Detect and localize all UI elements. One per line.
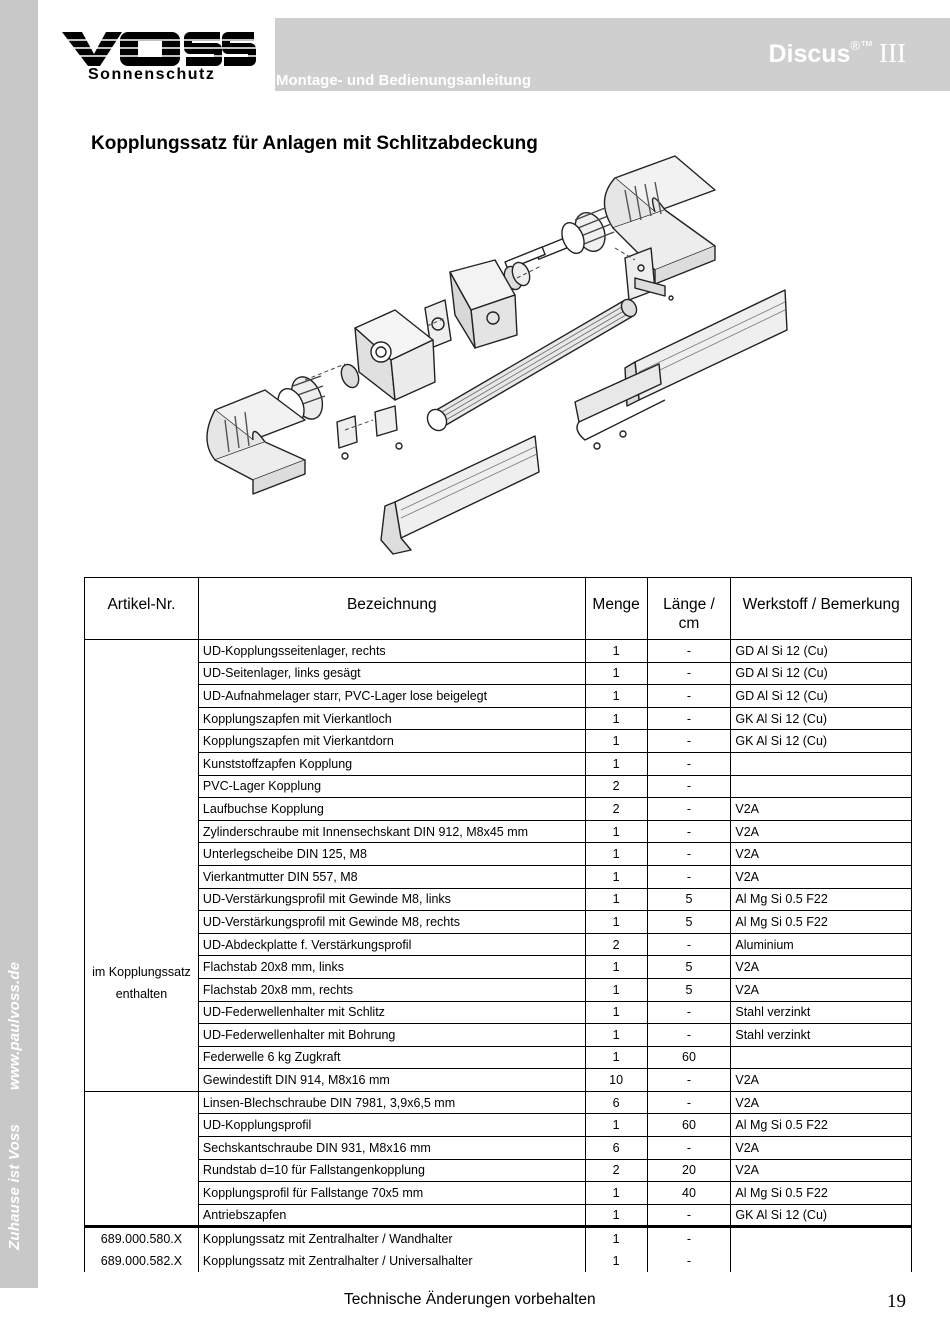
table-row [85,1091,912,1114]
cell-len: - [647,1250,731,1273]
cell-len: - [647,730,731,753]
cell-qty: 1 [585,1227,647,1250]
cell-mat: Al Mg Si 0.5 F22 [731,1182,912,1205]
cell-mat: V2A [731,843,912,866]
table-row [85,933,912,956]
cell-qty: 2 [585,1159,647,1182]
group1-label-line2: enthalten [115,987,168,1002]
logo-subtitle: Sonnenschutz [88,66,216,83]
cell-len: 5 [647,956,731,979]
cell-article-number: 689.000.582.X [85,1250,199,1273]
cell-qty: 2 [585,775,647,798]
cell-len: - [647,1024,731,1047]
cell-len: 5 [647,911,731,934]
product-name [768,38,906,69]
cell-len: - [647,1204,731,1227]
table-row [85,640,912,663]
cell-mat [731,1046,912,1069]
cell-name: Kopplungszapfen mit Vierkantdorn [198,730,585,753]
cell-name: Vierkantmutter DIN 557, M8 [198,865,585,888]
cell-name: Kunststoffzapfen Kopplung [198,752,585,775]
cell-qty: 1 [585,820,647,843]
cell-len: - [647,820,731,843]
cell-mat: V2A [731,1159,912,1182]
cell-len: - [647,1137,731,1160]
col-header-bezeichnung: Bezeichnung [198,578,585,640]
cell-len: 5 [647,978,731,1001]
cell-name: UD-Federwellenhalter mit Schlitz [198,1001,585,1024]
cell-mat: V2A [731,956,912,979]
table-row [85,685,912,708]
cell-mat: Stahl verzinkt [731,1001,912,1024]
cell-name: Sechskantschraube DIN 931, M8x16 mm [198,1137,585,1160]
table-row [85,1046,912,1069]
cell-mat [731,752,912,775]
table-row [85,1204,912,1227]
cell-name: Laufbuchse Kopplung [198,798,585,821]
small-brackets [337,406,402,459]
table-row [85,1137,912,1160]
cell-mat: V2A [731,1091,912,1114]
table-row [85,752,912,775]
cell-qty: 2 [585,798,647,821]
cell-len: - [647,685,731,708]
group2-label [85,1091,199,1227]
cell-name: Rundstab d=10 für Fallstangenkopplung [198,1159,585,1182]
cell-len: - [647,707,731,730]
cell-mat: GK Al Si 12 (Cu) [731,707,912,730]
cell-qty: 1 [585,1001,647,1024]
table-row [85,888,912,911]
table-row [85,775,912,798]
cell-qty: 6 [585,1091,647,1114]
cell-len: 60 [647,1114,731,1137]
cell-len: - [647,798,731,821]
cell-qty: 1 [585,640,647,663]
cell-len: 20 [647,1159,731,1182]
cell-name: UD-Verstärkungsprofil mit Gewinde M8, links [198,888,585,911]
parts-table [84,577,912,1272]
cell-mat: Aluminium [731,933,912,956]
cell-name: Zylinderschraube mit Innensechskant DIN 912, M8x45 mm [198,820,585,843]
center-gearbox [425,260,517,348]
cell-mat: GD Al Si 12 (Cu) [731,662,912,685]
upper-housing-right [604,156,715,284]
cell-mat [731,1227,912,1250]
cover-profile-lower [381,436,539,554]
cell-qty: 1 [585,956,647,979]
table-row [85,798,912,821]
group1-body [85,640,912,1273]
table-row [85,1159,912,1182]
group1-label-line1: im Kopplungssatz [92,964,191,979]
cell-mat: V2A [731,820,912,843]
table-row [85,707,912,730]
page-number: 19 [887,1291,906,1312]
group1-label [85,640,199,1092]
cell-len: - [647,865,731,888]
table-row [85,1069,912,1092]
cell-len: - [647,933,731,956]
cell-len: - [647,752,731,775]
cell-mat: V2A [731,798,912,821]
cell-qty: 1 [585,685,647,708]
cell-name: UD-Abdeckplatte f. Verstärkungsprofil [198,933,585,956]
slogan-text: Zuhause ist Voss [6,1123,23,1250]
table-row [85,662,912,685]
table-row [85,978,912,1001]
cell-qty: 1 [585,1250,647,1273]
cell-name: PVC-Lager Kopplung [198,775,585,798]
cell-qty: 1 [585,1182,647,1205]
product-label: Discus [768,40,851,68]
cell-name: Kopplungssatz mit Zentralhalter / Universalhalter [198,1250,585,1273]
cell-mat: V2A [731,1069,912,1092]
cell-mat: GK Al Si 12 (Cu) [731,730,912,753]
cell-len: - [647,843,731,866]
cell-mat: Stahl verzinkt [731,1024,912,1047]
cell-mat [731,775,912,798]
cell-qty: 1 [585,911,647,934]
table-row [85,1024,912,1047]
cell-qty: 1 [585,1046,647,1069]
footer-note: Technische Änderungen vorbehalten [344,1291,596,1308]
cell-qty: 10 [585,1069,647,1092]
cell-qty: 1 [585,730,647,753]
cell-name: UD-Kopplungsseitenlager, rechts [198,640,585,663]
cell-len: - [647,662,731,685]
laenge-line2: cm [678,615,700,632]
table-row [85,1114,912,1137]
cell-qty: 1 [585,865,647,888]
cell-name: Kopplungssatz mit Zentralhalter / Wandhalter [198,1227,585,1250]
cell-mat: V2A [731,865,912,888]
col-header-artikel: Artikel-Nr. [85,578,199,640]
laenge-line1: Länge / [663,596,715,613]
exploded-assembly-drawing [195,150,805,560]
cell-qty: 1 [585,1114,647,1137]
cell-name: Gewindestift DIN 914, M8x16 mm [198,1069,585,1092]
cell-qty: 2 [585,933,647,956]
cell-mat: Al Mg Si 0.5 F22 [731,911,912,934]
col-header-werkstoff: Werkstoff / Bemerkung [731,578,912,640]
cell-name: Kopplungszapfen mit Vierkantloch [198,707,585,730]
cell-name: Antriebszapfen [198,1204,585,1227]
cell-mat: V2A [731,1137,912,1160]
drive-spool [505,208,614,269]
cell-qty: 1 [585,978,647,1001]
cell-article-number: 689.000.580.X [85,1227,199,1250]
left-gearbox [355,310,435,400]
table-row [85,956,912,979]
section-title: Kopplungssatz für Anlagen mit Schlitzabdeckung [91,133,538,154]
cell-len: - [647,1001,731,1024]
cell-mat: GK Al Si 12 (Cu) [731,1204,912,1227]
cell-mat: Al Mg Si 0.5 F22 [731,888,912,911]
cell-name: Federwelle 6 kg Zugkraft [198,1046,585,1069]
table-row [85,865,912,888]
table-row [85,820,912,843]
cell-len: - [647,1227,731,1250]
cell-mat [731,1250,912,1273]
cell-len: - [647,640,731,663]
cell-name: UD-Verstärkungsprofil mit Gewinde M8, rechts [198,911,585,934]
table-header-row [85,578,912,640]
cell-name: Unterlegscheibe DIN 125, M8 [198,843,585,866]
cell-name: UD-Aufnahmelager starr, PVC-Lager lose beigelegt [198,685,585,708]
cell-len: 40 [647,1182,731,1205]
cell-name: UD-Federwellenhalter mit Bohrung [198,1024,585,1047]
cell-name: UD-Seitenlager, links gesägt [198,662,585,685]
cell-qty: 1 [585,752,647,775]
cell-qty: 1 [585,707,647,730]
table-row [85,843,912,866]
col-header-menge: Menge [585,578,647,640]
cell-qty: 1 [585,843,647,866]
article-row [85,1227,912,1250]
cell-len: - [647,1091,731,1114]
cell-qty: 1 [585,1024,647,1047]
cell-name: Flachstab 20x8 mm, links [198,956,585,979]
col-header-laenge [647,578,731,640]
header-subtitle: Montage- und Bedienungsanleitung [276,72,531,89]
cell-qty: 1 [585,1204,647,1227]
product-marks: ®™ [850,38,874,53]
table-row [85,1001,912,1024]
table-row [85,1182,912,1205]
cell-name: Linsen-Blechschraube DIN 7981, 3,9x6,5 mm [198,1091,585,1114]
cell-qty: 1 [585,888,647,911]
table-row [85,911,912,934]
cell-len: - [647,1069,731,1092]
website-text: www.paulvoss.de [6,961,23,1090]
article-row [85,1250,912,1273]
side-slogan [6,960,23,1250]
cell-len: - [647,775,731,798]
cell-name: Flachstab 20x8 mm, rechts [198,978,585,1001]
cell-qty: 6 [585,1137,647,1160]
table-row [85,730,912,753]
cell-mat: GD Al Si 12 (Cu) [731,685,912,708]
product-roman: III [879,38,906,68]
cell-mat: Al Mg Si 0.5 F22 [731,1114,912,1137]
cell-name: Kopplungsprofil für Fallstange 70x5 mm [198,1182,585,1205]
cell-len: 60 [647,1046,731,1069]
cell-name: UD-Kopplungsprofil [198,1114,585,1137]
cell-mat: GD Al Si 12 (Cu) [731,640,912,663]
cell-mat: V2A [731,978,912,1001]
cell-len: 5 [647,888,731,911]
cell-qty: 1 [585,662,647,685]
